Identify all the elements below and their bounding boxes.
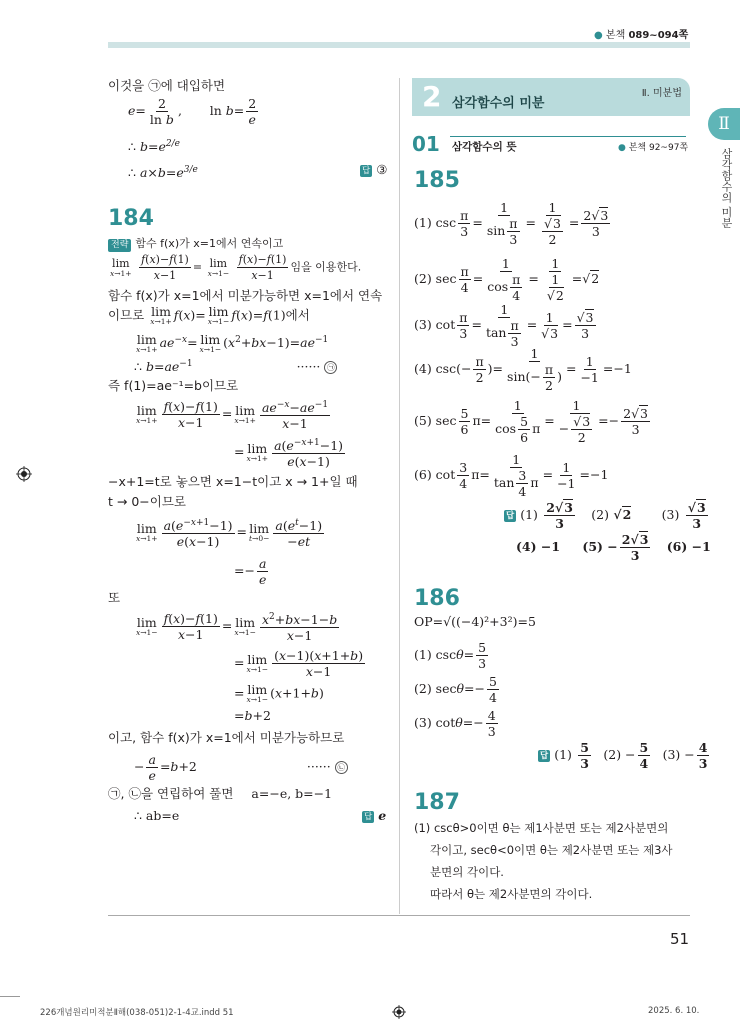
subsection-ref: ● 본책 92~97쪽 xyxy=(618,143,689,153)
section-unit: Ⅱ. 미분법 xyxy=(641,88,682,99)
p184-text-6: 또 xyxy=(108,590,121,605)
p184-text-8: ㉠, ㉡을 연립하여 풀면 a=−e, b=−1 xyxy=(108,786,333,801)
answer-185-row-1: 답 (1) $\frac{2√3}{3}$ (2) √2 (3) $\frac{√3}{3}$ xyxy=(506,500,706,531)
section-banner xyxy=(412,78,690,116)
problem-186-number: 186 xyxy=(414,586,460,611)
eq-e: e= $\frac{2}{\text{ln b}}$ , ln b= $\frac{2}{e}$ xyxy=(128,96,257,127)
p187-line-2: 각이고, secθ<0이면 θ는 제2사분면 또는 제3사 xyxy=(430,843,673,857)
header-ref: ● 본책 089~094쪽 xyxy=(594,30,689,41)
p184-eq-3: lim x→1+ $\frac{f(x)-f(1)}{x-1}$ = lim x→1+ $\frac{ae^{-x}-ae^{-1}}{x-1}$ xyxy=(136,399,329,432)
p184-eq-11: − $\frac{a}{e}$ =b+2 ······ ㉡ xyxy=(134,752,348,783)
section-title: 삼각함수의 미분 xyxy=(452,96,545,111)
problem-184-number: 184 xyxy=(108,206,154,231)
side-tab xyxy=(708,108,740,229)
p184-eq-4: = lim x→1+ $\frac{a(e^{-x+1}-1)}{e(x-1)}$ xyxy=(234,438,344,470)
p184-text-3: 즉 f(1)=ae⁻¹=b이므로 xyxy=(108,378,239,393)
p187-line-3: 분면의 각이다. xyxy=(430,865,504,879)
answer-186: 답 (1) $\frac{5}{3}$ (2) − $\frac{5}{4}$ (3) − $\frac{4}{3}$ xyxy=(540,740,708,771)
slug-file: 226개념원리미적분Ⅱ해(038-051)2-1-4교.indd 51 xyxy=(40,1008,234,1018)
p184-text-4: −x+1=t로 놓으면 x=1−t이고 x → 1+일 때 xyxy=(108,474,358,489)
side-tab-title: 삼각함수의 미분 xyxy=(720,148,733,229)
p184-eq-1: lim x→1+ $ae^{-x}=$ lim x→1− $(x^2+bx-1)=ae^{-1}$ xyxy=(136,331,329,354)
registration-mark-left xyxy=(16,466,32,482)
strategy-line: 전략 함수 f(x)가 x=1에서 연속이고 xyxy=(108,236,283,252)
left-intro: 이것을 ㉠에 대입하면 xyxy=(108,78,226,93)
answer-185-row-2: (4) −1 (5) − $\frac{2√3}{3}$ (6) −1 xyxy=(516,532,711,563)
p184-eq-2: ∴ $b=ae^{-1}$ ······ ㉠ xyxy=(134,356,337,375)
section-number: 2 xyxy=(422,80,442,113)
p186-eq-2: (2) secθ=− $\frac{5}{4}$ xyxy=(414,674,497,705)
p184-text-9: ∴ ab=e xyxy=(134,808,180,823)
eq-b: ∴ $b=e^{2/e}$ xyxy=(128,139,180,155)
answer-184: 답 e xyxy=(364,808,387,823)
p184-eq-6: =− $\frac{a}{e}$ xyxy=(234,556,267,587)
problem-187-number: 187 xyxy=(414,790,460,815)
p185-eq-3: (3) cot $\frac{\pi}{3}$ = 1 tan $\frac{\pi}{3}$ = $\frac{1}{√3}$ = $\frac{√3}{3}$ xyxy=(414,302,594,349)
p184-text-2: 이므로 lim x→1+ f(x)= lim x→1− f(x)=f(1)에서 xyxy=(108,304,310,326)
answer-prev: 답 ③ xyxy=(362,162,388,177)
p185-eq-2: (2) sec $\frac{\pi}{4}$ = 1 cos $\frac{\pi}{4}$ = $\frac{1}{\frac{1}{√2}}$ =√2 xyxy=(414,256,600,303)
p184-text-5: t → 0−이므로 xyxy=(108,494,186,509)
subsection-title: 삼각함수의 뜻 xyxy=(452,141,517,153)
strategy-limit: lim x→1+ $\frac{f(x)-f(1)}{x-1}$ = lim x→1− $\frac{f(x)-f(1)}{x-1}$ 임을 이용한다. xyxy=(110,253,362,282)
top-band xyxy=(108,42,690,48)
subsection-number: 01 xyxy=(412,132,440,156)
p184-text-1: 함수 f(x)가 x=1에서 미분가능하면 x=1에서 연속 xyxy=(108,288,383,303)
eq-axb: ∴ $a\times b=e^{3/e}$ xyxy=(128,165,198,181)
p186-eq-3: (3) cotθ=− $\frac{4}{3}$ xyxy=(414,708,496,739)
p185-eq-6: (6) cot $\frac{3}{4}$ π= 1 tan $\frac{3}{4}$ π = $\frac{1}{-1}$ =−1 xyxy=(414,452,609,499)
subsection-rule xyxy=(450,136,686,137)
p185-eq-1: (1) csc $\frac{\pi}{3}$ = 1 sin $\frac{\pi}{3}$ = $\frac{1}{\frac{√3}{2}}$ = $\frac{2√3}{3}$ xyxy=(414,200,609,247)
p187-line-1: (1) cscθ>0이면 θ는 제1사분면 또는 제2사분면의 xyxy=(414,821,669,835)
slug-date: 2025. 6. 10. xyxy=(648,1006,700,1016)
p184-text-7: 이고, 함수 f(x)가 x=1에서 미분가능하므로 xyxy=(108,730,345,745)
problem-185-number: 185 xyxy=(414,168,460,193)
p184-eq-7: lim x→1− $\frac{f(x)-f(1)}{x-1}$ = lim x→1− $\frac{x^2+bx-1-b}{x-1}$ xyxy=(136,611,338,644)
p186-line-1: OP=√((−4)²+3²)=5 xyxy=(414,614,536,629)
p184-eq-10: =b+2 xyxy=(234,708,271,723)
p184-eq-8: = lim x→1− $\frac{(x-1)(x+1+b)}{x-1}$ xyxy=(234,648,364,679)
side-tab-roman: Ⅱ xyxy=(708,108,740,140)
p185-eq-5: (5) sec $\frac{5}{6}$ π= 1 cos $\frac{5}{6}$ π = 1 − $\frac{√3}{2}$ =− $\frac{2√3}{3}$ xyxy=(414,398,648,445)
p187-line-4: 따라서 θ는 제2사분면의 각이다. xyxy=(430,887,593,901)
page-number: 51 xyxy=(670,930,690,948)
p184-eq-5: lim x→1+ $\frac{a(e^{-x+1}-1)}{e(x-1)}$ = lim t→0− $\frac{a(e^t-1)}{-et}$ xyxy=(136,518,323,550)
slug-rule xyxy=(0,996,20,997)
column-divider xyxy=(399,78,400,914)
p186-eq-1: (1) cscθ= $\frac{5}{3}$ xyxy=(414,640,487,671)
registration-mark-bottom xyxy=(392,1004,406,1018)
bottom-rule xyxy=(108,915,690,916)
p184-eq-9: = lim x→1− (x+1+b) xyxy=(234,682,324,704)
p185-eq-4: (4) csc(− $\frac{\pi}{2}$ )= 1 sin(− $\frac{\pi}{2}$ ) = $\frac{1}{-1}$ =−1 xyxy=(414,346,632,393)
